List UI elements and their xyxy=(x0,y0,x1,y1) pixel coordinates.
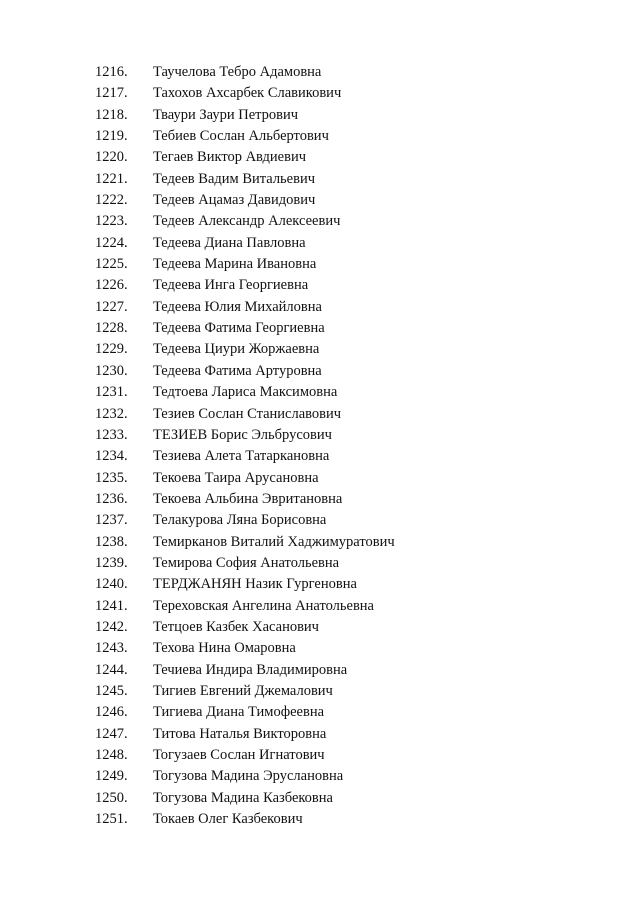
entry-name: Тедеева Марина Ивановна xyxy=(153,256,317,273)
list-item xyxy=(95,510,395,531)
entry-number: 1238. xyxy=(95,533,128,550)
list-item xyxy=(95,553,395,574)
entry-name: Течиева Индира Владимировна xyxy=(153,661,348,678)
entry-number: 1247. xyxy=(95,725,128,742)
entry-name: Тедеева Инга Георгиевна xyxy=(153,277,309,294)
list-item xyxy=(95,446,395,467)
entry-number: 1233. xyxy=(95,426,128,443)
entry-number: 1250. xyxy=(95,789,128,806)
entry-name: Токаев Олег Казбекович xyxy=(153,811,303,828)
entry-number: 1229. xyxy=(95,341,128,358)
entry-number: 1240. xyxy=(95,576,128,593)
list-item xyxy=(95,489,395,510)
entry-number: 1223. xyxy=(95,213,128,230)
entry-number: 1220. xyxy=(95,149,128,166)
list-item xyxy=(95,105,395,126)
entry-name: Тедтоева Лариса Максимовна xyxy=(153,384,338,401)
entry-name: Тогузова Мадина Казбековна xyxy=(153,789,333,806)
list-item xyxy=(95,766,395,787)
entry-number: 1224. xyxy=(95,234,128,251)
entry-number: 1245. xyxy=(95,682,128,699)
list-item xyxy=(95,62,395,83)
list-item xyxy=(95,361,395,382)
entry-number: 1230. xyxy=(95,362,128,379)
list-item xyxy=(95,297,395,318)
entry-number: 1221. xyxy=(95,170,128,187)
entry-number: 1239. xyxy=(95,554,128,571)
list-item xyxy=(95,617,395,638)
entry-name: Таучелова Тебро Адамовна xyxy=(153,64,322,80)
list-item xyxy=(95,638,395,659)
entry-number: 1235. xyxy=(95,469,128,486)
list-item xyxy=(95,468,395,489)
entry-name: Тезиев Сослан Станиславович xyxy=(153,405,342,422)
entry-number: 1234. xyxy=(95,448,128,465)
entry-number: 1216. xyxy=(95,64,128,80)
entry-name: Тедеева Диана Павловна xyxy=(153,234,306,251)
entry-number: 1243. xyxy=(95,640,128,657)
entry-number: 1249. xyxy=(95,768,128,785)
entry-name: Тетцоев Казбек Хасанович xyxy=(153,618,319,635)
list-item xyxy=(95,254,395,275)
list-item xyxy=(95,126,395,147)
list-item xyxy=(95,404,395,425)
list-item xyxy=(95,745,395,766)
entry-number: 1231. xyxy=(95,384,128,401)
list-item xyxy=(95,83,395,104)
entry-number: 1248. xyxy=(95,747,128,763)
entry-name: Тезиева Алета Татаркановна xyxy=(153,448,330,465)
list-item xyxy=(95,596,395,617)
list-item xyxy=(95,339,395,360)
entry-name: ТЕРДЖАНЯН Назик Гургеновна xyxy=(153,576,357,593)
list-item xyxy=(95,425,395,446)
entry-name: Тедеев Вадим Витальевич xyxy=(153,170,316,187)
entry-number: 1228. xyxy=(95,320,128,337)
entry-name: Тегаев Виктор Авдиевич xyxy=(153,149,307,166)
entry-name: Тереховская Ангелина Анатольевна xyxy=(153,597,374,614)
list-item xyxy=(95,574,395,595)
list-item xyxy=(95,190,395,211)
list-item xyxy=(95,147,395,168)
entry-name: Текоева Таира Арусановна xyxy=(153,469,319,486)
entry-name: Тебиев Сослан Альбертович xyxy=(153,128,329,145)
entry-name: Темирова София Анатольевна xyxy=(153,554,340,571)
entry-number: 1232. xyxy=(95,405,128,422)
entry-number: 1225. xyxy=(95,256,128,273)
list-item xyxy=(95,211,395,232)
entry-name: Тигиева Диана Тимофеевна xyxy=(153,704,325,721)
list-item xyxy=(95,660,395,681)
name-list xyxy=(95,62,395,830)
entry-number: 1217. xyxy=(95,85,128,102)
list-item xyxy=(95,788,395,809)
entry-number: 1246. xyxy=(95,704,128,721)
entry-name: Техова Нина Омаровна xyxy=(153,640,296,657)
entry-number: 1244. xyxy=(95,661,128,678)
entry-number: 1226. xyxy=(95,277,128,294)
entry-name: Тедеев Ацамаз Давидович xyxy=(153,192,316,209)
list-item xyxy=(95,809,395,830)
list-item xyxy=(95,681,395,702)
entry-name: Тедеева Фатима Артуровна xyxy=(153,362,322,379)
entry-name: Тваури Заури Петрович xyxy=(153,106,299,123)
list-item xyxy=(95,382,395,403)
list-item xyxy=(95,275,395,296)
entry-name: Тедеева Циури Жоржаевна xyxy=(153,341,320,358)
list-item xyxy=(95,318,395,339)
entry-name: Тахохов Ахсарбек Славикович xyxy=(153,85,342,102)
list-item xyxy=(95,532,395,553)
entry-number: 1219. xyxy=(95,128,128,145)
entry-number: 1236. xyxy=(95,490,128,507)
list-item xyxy=(95,169,395,190)
entry-name: Тедеев Александр Алексеевич xyxy=(153,213,341,230)
entry-name: Текоева Альбина Эвритановна xyxy=(153,490,343,507)
entry-name: Телакурова Ляна Борисовна xyxy=(153,512,327,529)
entry-number: 1251. xyxy=(95,811,128,828)
entry-name: Темирканов Виталий Хаджимуратович xyxy=(153,533,395,550)
entry-name: Тедеева Фатима Георгиевна xyxy=(153,320,325,337)
entry-name: Тогузова Мадина Эруслановна xyxy=(153,768,344,785)
entry-number: 1237. xyxy=(95,512,128,529)
list-item xyxy=(95,233,395,254)
entry-name: Тогузаев Сослан Игнатович xyxy=(153,747,325,763)
entry-number: 1241. xyxy=(95,597,128,614)
entry-number: 1227. xyxy=(95,298,128,315)
entry-number: 1222. xyxy=(95,192,128,209)
entry-number: 1218. xyxy=(95,106,128,123)
list-item xyxy=(95,702,395,723)
entry-name: Тедеева Юлия Михайловна xyxy=(153,298,322,315)
entry-name: Тигиев Евгений Джемалович xyxy=(153,682,333,699)
entry-name: Титова Наталья Викторовна xyxy=(153,725,327,742)
list-item xyxy=(95,724,395,745)
entry-name: ТЕЗИЕВ Борис Эльбрусович xyxy=(153,426,332,443)
entry-number: 1242. xyxy=(95,618,128,635)
